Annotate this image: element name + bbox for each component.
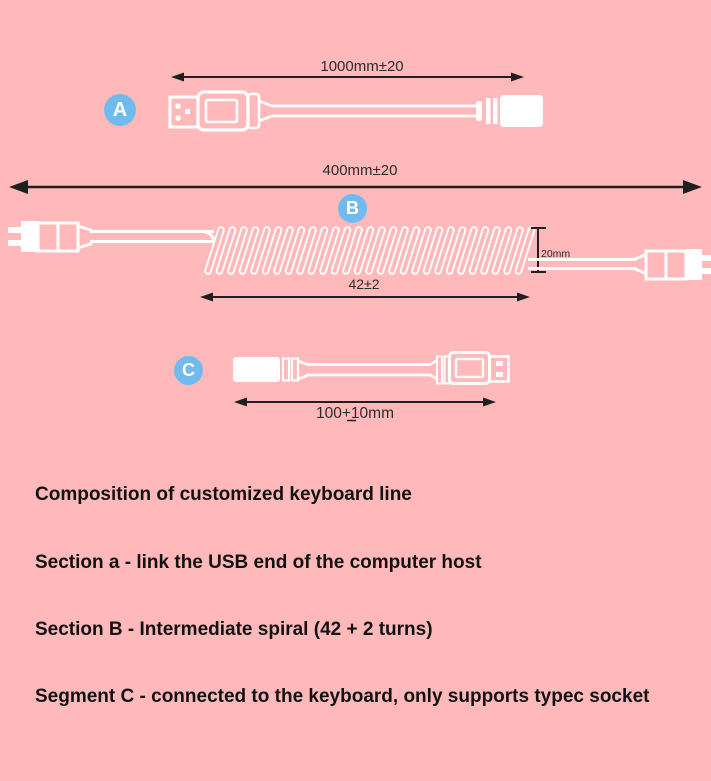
coil-turns-dimension <box>200 276 530 302</box>
section-a-cable <box>272 106 478 116</box>
note-section-a: Section a - link the USB end of the computer host <box>35 552 482 573</box>
coil-cable-right-plug-icon <box>634 249 711 280</box>
section-c-cable <box>306 365 431 376</box>
section-a-badge: A <box>104 94 136 126</box>
usb-a-plug-icon <box>170 92 272 130</box>
section-b-total-dimension-arrow <box>9 180 702 194</box>
section-c-drawing <box>233 353 509 423</box>
note-section-b: Section B - Intermediate spiral (42 + 2 turns) <box>35 619 433 640</box>
section-a-drawing <box>170 58 543 130</box>
section-b-badge: B <box>338 194 367 223</box>
notes-title: Composition of customized keyboard line <box>35 484 412 505</box>
section-c-badge: C <box>174 356 203 385</box>
note-section-c: Segment C - connected to the keyboard, only supports typec socket <box>35 686 650 707</box>
section-c-dimension-label: 100+10mm <box>316 405 394 422</box>
section-b-drawing <box>8 162 711 302</box>
typec-plug-icon <box>233 357 308 382</box>
spiral-coil-icon <box>208 230 532 271</box>
section-b-right-cable <box>528 260 636 269</box>
coil-turns-dimension-label: 42±2 <box>348 276 380 292</box>
coil-height-dimension-label: 20mm <box>541 248 571 260</box>
usb-connector-rear-icon <box>430 353 509 384</box>
section-b-total-dimension-label: 400mm±20 <box>322 162 398 179</box>
coil-height-dimension <box>531 228 570 272</box>
section-a-dimension-label: 1000mm±20 <box>320 58 404 75</box>
section-b-left-cable <box>90 232 215 252</box>
coil-cable-left-plug-icon <box>8 221 92 252</box>
aviator-connector-icon <box>476 95 543 127</box>
